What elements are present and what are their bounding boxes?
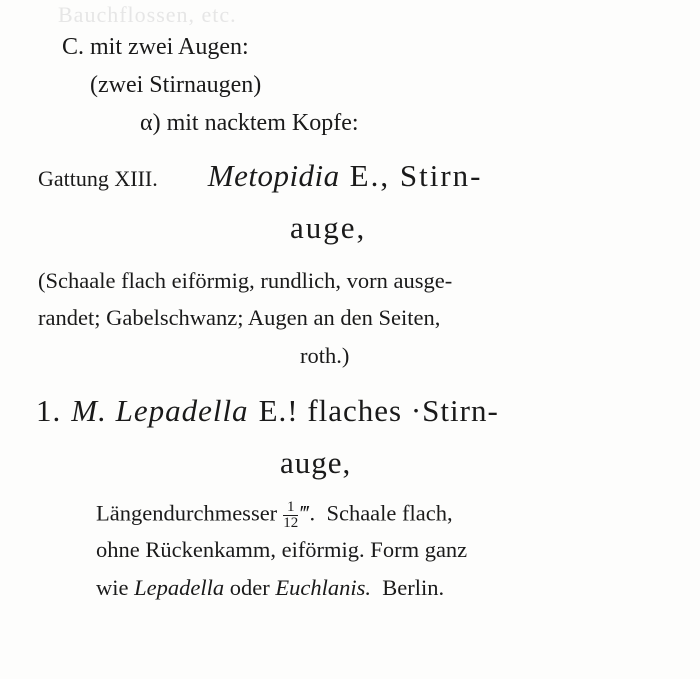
species-common-cont: auge,	[280, 445, 352, 480]
genus-author-common: E., Stirn-	[349, 158, 483, 193]
species-author-common: E.! flaches ·Stirn-	[258, 393, 499, 428]
subsection-heading: α) mit nacktem Kopfe:	[140, 110, 359, 136]
length-fraction	[283, 500, 298, 531]
genus-name: Metopidia	[207, 158, 340, 193]
species-description-line	[96, 500, 453, 531]
text-fragment: oder	[229, 575, 270, 600]
genus-description-line: randet; Gabelschwanz; Augen an den Seiten,	[38, 305, 441, 330]
genus-description-line: (Schaale flach eiförmig, rundlich, vorn ausge-	[38, 268, 453, 293]
species-description-line	[96, 575, 444, 601]
taxon-name: Lepadella	[134, 575, 225, 600]
description-rest: Schaale flach,	[326, 500, 453, 526]
species-description-line: ohne Rückenkamm, eiförmig. Form ganz	[96, 537, 468, 562]
species-number: 1.	[36, 393, 62, 428]
text-fragment: wie	[96, 575, 129, 600]
genus-description-line: roth.)	[300, 343, 350, 368]
fraction-numerator: 1	[283, 500, 298, 516]
taxon-name: Euchlanis.	[275, 575, 371, 600]
section-heading: C. mit zwei Augen:	[62, 34, 249, 60]
bleed-through-text: Bauchflossen, etc.	[58, 2, 237, 27]
section-subheading: (zwei Stirnaugen)	[90, 72, 262, 98]
species-name: M. Lepadella	[71, 393, 249, 428]
genus-label: Gattung XIII.	[38, 166, 158, 191]
length-unit: ‴.	[300, 500, 316, 526]
genus-heading	[38, 158, 482, 194]
genus-common-cont: auge,	[290, 210, 367, 245]
species-heading	[36, 393, 499, 429]
length-label: Längendurchmesser	[96, 500, 278, 526]
locality: Berlin.	[382, 575, 445, 600]
fraction-denominator: 12	[283, 515, 299, 531]
